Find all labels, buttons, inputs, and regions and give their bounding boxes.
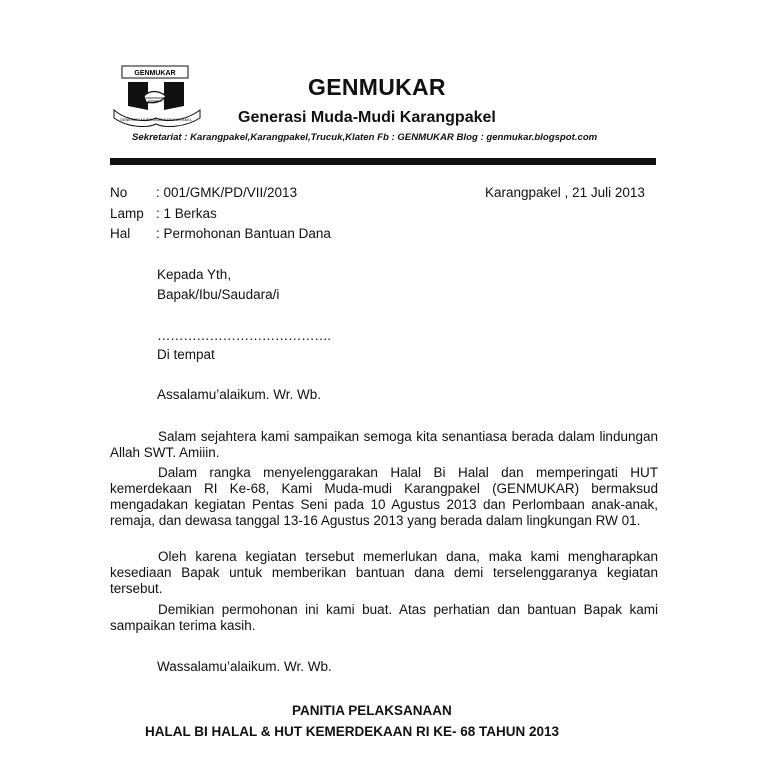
body-paragraph-3: Oleh karena kegiatan tersebut memerlukan dana, maka kami mengharapkan kesediaan Bapak untuk memberikan bantuan dana demi terselenggaranya kegiatan tersebut.	[110, 549, 658, 596]
organization-subtitle: Generasi Muda-Mudi Karangpakel	[238, 109, 496, 126]
recipient-line-1: Kepada Yth,	[157, 267, 232, 282]
letter-place-date: Karangpakel , 21 Juli 2013	[485, 185, 645, 200]
meta-no-label: No	[110, 185, 128, 200]
signature-committee: PANITIA PELAKSANAAN	[292, 703, 452, 718]
organization-name: GENMUKAR	[308, 74, 446, 100]
meta-hal-label: Hal	[110, 226, 131, 241]
logo-banner-text: GENMUKAR	[134, 70, 176, 77]
meta-row-hal	[110, 226, 410, 244]
meta-lamp-value: : 1 Berkas	[156, 206, 217, 221]
closing: Wassalamu’alaikum. Wr. Wb.	[157, 659, 332, 674]
body-paragraph-1: Salam sejahtera kami sampaikan semoga kita senantiasa berada dalam lindungan Allah SWT. Amiiin.	[110, 429, 658, 460]
meta-row-no	[110, 185, 410, 203]
recipient-line-3: ………………………………….	[157, 328, 331, 343]
organization-address: Sekretariat : Karangpakel,Karangpakel,Trucuk,Klaten Fb : GENMUKAR Blog : genmukar.blogspot.com	[132, 132, 598, 143]
body-paragraph-4: Demikian permohonan ini kami buat. Atas perhatian dan bantuan Bapak kami sampaikan terima kasih.	[110, 602, 658, 633]
body-paragraph-2: Dalam rangka menyelenggarakan Halal Bi Halal dan memperingati HUT kemerdekaan RI Ke-68, Kami Muda-mudi Karangpakel (GENMUKAR) bermaksud mengadakan kegiatan Pentas Seni pada 10 Agustus 2013 dan Perlombaan anak-anak, remaja, dan dewasa tanggal 13-16 Agustus 2013 yang berada dalam lingkungan RW 01.	[110, 465, 658, 528]
meta-row-lamp	[110, 206, 410, 224]
recipient-line-4: Di tempat	[157, 347, 215, 362]
signature-event: HALAL BI HALAL & HUT KEMERDEKAAN RI KE- 68 TAHUN 2013	[145, 724, 560, 739]
logo-ribbon-text: GENERASI MUDA-MUDI KARANGPAKEL	[120, 118, 192, 122]
meta-lamp-label: Lamp	[110, 206, 144, 221]
organization-logo	[108, 62, 204, 130]
recipient-line-2: Bapak/Ibu/Saudara/i	[157, 287, 280, 302]
greeting: Assalamu’alaikum. Wr. Wb.	[157, 387, 322, 402]
meta-hal-value: : Permohonan Bantuan Dana	[156, 226, 331, 241]
header-divider	[110, 158, 656, 165]
meta-no-value: : 001/GMK/PD/VII/2013	[156, 185, 298, 200]
